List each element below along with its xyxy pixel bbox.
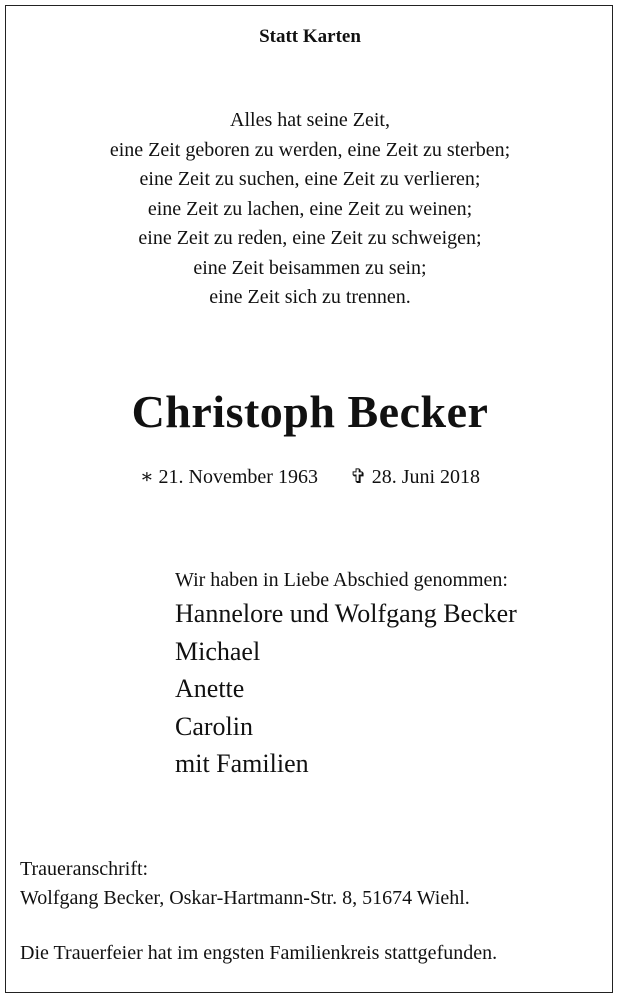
poem [0, 106, 620, 313]
mourner-name: Carolin [175, 711, 253, 741]
mourner-name: Anette [175, 674, 245, 703]
poem-line: eine Zeit geboren zu werden, eine Zeit zu sterben; [109, 138, 511, 161]
poem-line: eine Zeit beisammen zu sein; [193, 256, 427, 279]
mourner-name: mit Familien [175, 749, 309, 778]
mourning-address [20, 855, 470, 913]
mourners-intro: Wir haben in Liebe Abschied genommen: [175, 569, 508, 591]
poem-line: Alles hat seine Zeit, [230, 109, 390, 131]
birth-date: 21. November 1963 [158, 466, 318, 488]
life-dates [0, 464, 620, 489]
poem-line: eine Zeit sich zu trennen. [209, 286, 411, 308]
birth-symbol-icon: ∗ [139, 466, 154, 488]
funeral-note: Die Trauerfeier hat im engsten Familienkreis stattgefunden. [20, 942, 498, 964]
death-date: 28. Juni 2018 [371, 466, 481, 488]
mourners-block [175, 565, 615, 783]
address-label: Traueranschrift: [20, 858, 149, 880]
notice-header: Statt Karten [259, 26, 361, 47]
poem-line: eine Zeit zu reden, eine Zeit zu schweigen; [138, 227, 482, 249]
deceased-name: Christoph Becker [131, 386, 489, 437]
address-text: Wolfgang Becker, Oskar-Hartmann-Str. 8, 51674 Wiehl. [20, 887, 470, 909]
mourners-list [175, 595, 615, 783]
mourner-name: Michael [175, 636, 261, 666]
cross-icon: ✞ [349, 466, 367, 488]
poem-line: eine Zeit zu suchen, eine Zeit zu verlieren; [139, 168, 481, 190]
poem-line: eine Zeit zu lachen, eine Zeit zu weinen; [147, 197, 473, 220]
mourner-name: Hannelore und Wolfgang Becker [175, 599, 517, 628]
